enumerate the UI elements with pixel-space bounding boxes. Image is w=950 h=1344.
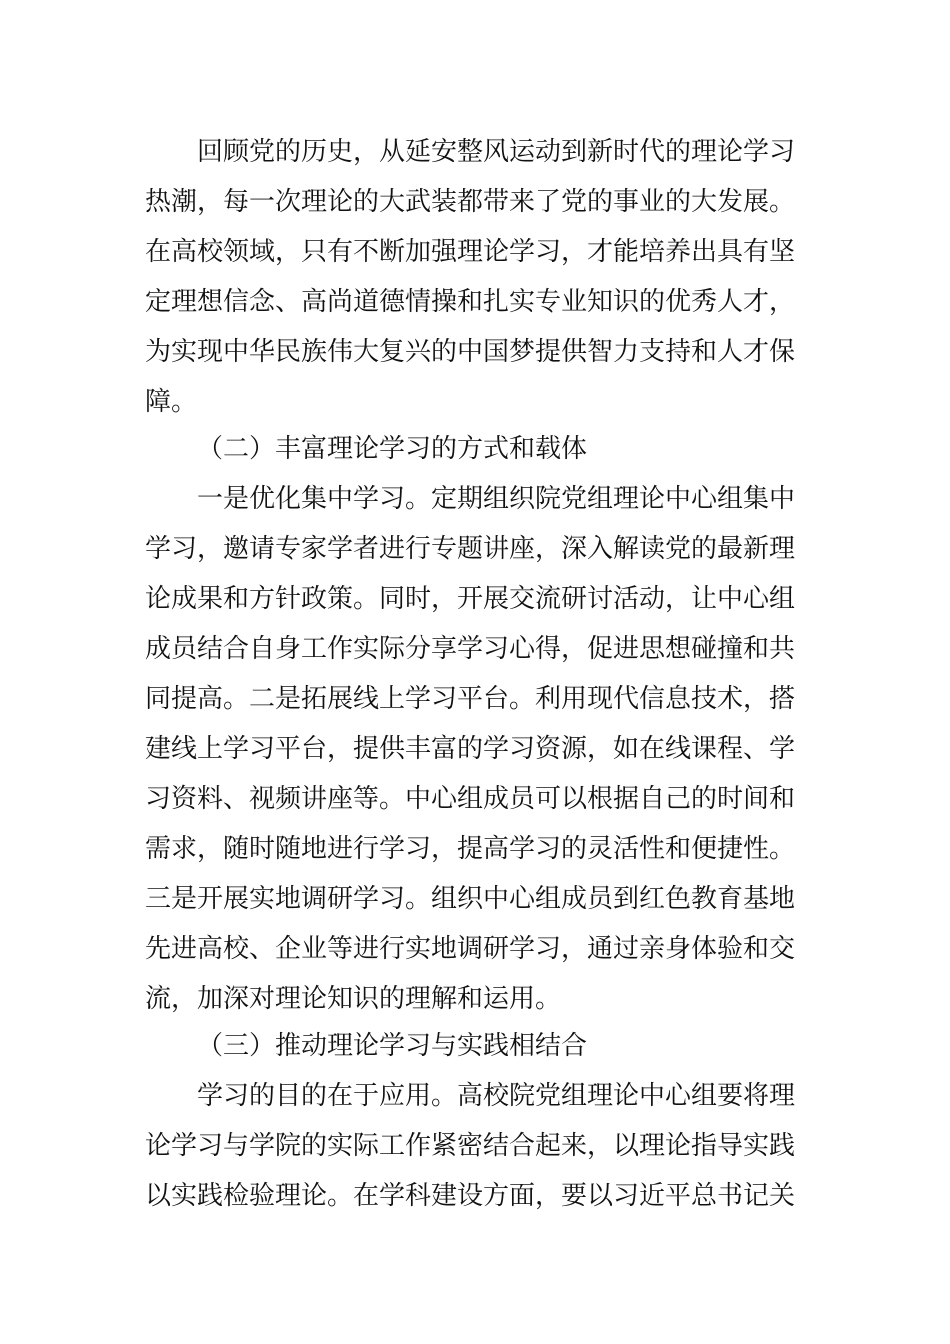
paragraph-line: 同提高。二是拓展线上学习平台。利用现代信息技术，搭: [145, 684, 796, 714]
paragraph-line: 定理想信念、高尚道德情操和扎实专业知识的优秀人才，: [145, 287, 796, 317]
paragraph-line: 为实现中华民族伟大复兴的中国梦提供智力支持和人才保: [145, 337, 796, 367]
paragraph-line: 三是开展实地调研学习。组织中心组成员到红色教育基地: [145, 884, 796, 914]
paragraph-line: 学习，邀请专家学者进行专题讲座，深入解读党的最新理: [145, 534, 796, 564]
paragraph-line: 在高校领域，只有不断加强理论学习，才能培养出具有坚: [145, 237, 796, 267]
paragraph-line: 先进高校、企业等进行实地调研学习，通过亲身体验和交: [145, 934, 796, 964]
section-heading: （三）推动理论学习与实践相结合: [197, 1031, 588, 1061]
paragraph-line: 热潮，每一次理论的大武装都带来了党的事业的大发展。: [145, 187, 796, 217]
paragraph-line: 需求，随时随地进行学习，提高学习的灵活性和便捷性。: [145, 834, 796, 864]
paragraph-line: 障。: [145, 387, 198, 417]
paragraph-line: 回顾党的历史，从延安整风运动到新时代的理论学习: [197, 137, 796, 167]
paragraph-line: 建线上学习平台，提供丰富的学习资源，如在线课程、学: [145, 734, 796, 764]
section-heading: （二）丰富理论学习的方式和载体: [197, 434, 588, 464]
paragraph-line: 学习的目的在于应用。高校院党组理论中心组要将理: [197, 1081, 796, 1111]
paragraph-line: 以实践检验理论。在学科建设方面，要以习近平总书记关: [145, 1181, 796, 1211]
paragraph-line: 一是优化集中学习。定期组织院党组理论中心组集中: [197, 484, 796, 514]
paragraph-line: 论学习与学院的实际工作紧密结合起来，以理论指导实践: [145, 1131, 796, 1161]
paragraph-line: 论成果和方针政策。同时，开展交流研讨活动，让中心组: [145, 584, 796, 614]
paragraph-line: 成员结合自身工作实际分享学习心得，促进思想碰撞和共: [145, 634, 796, 664]
paragraph-line: 流，加深对理论知识的理解和运用。: [145, 984, 562, 1014]
paragraph-line: 习资料、视频讲座等。中心组成员可以根据自己的时间和: [145, 784, 796, 814]
